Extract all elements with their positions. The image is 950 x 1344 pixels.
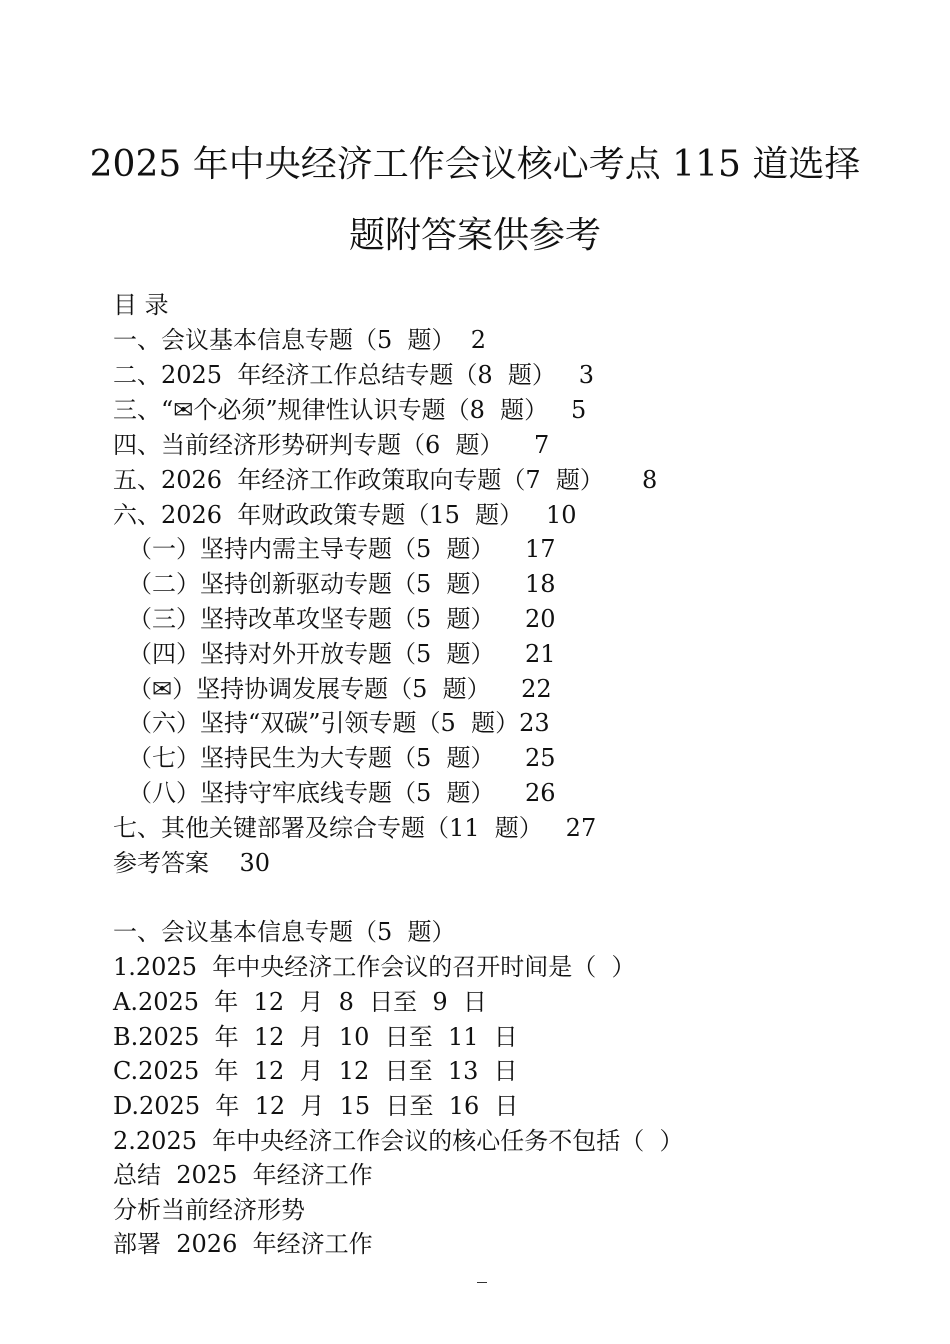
toc-entry[interactable]: 四、当前经济形势研判专题（6 题） 7 xyxy=(113,431,550,459)
question-text: 1.2025 年中央经济工作会议的召开时间是（ ） xyxy=(113,953,636,981)
answer-option: 部署 2026 年经济工作 xyxy=(113,1230,373,1258)
toc-heading: 目 录 xyxy=(113,291,169,319)
answer-option: D.2025 年 12 月 15 日至 16 日 xyxy=(113,1092,519,1120)
toc-subentry[interactable]: （二）坚持创新驱动专题（5 题） 18 xyxy=(128,570,556,598)
toc-subentry[interactable]: （三）坚持改革攻坚专题（5 题） 20 xyxy=(128,605,556,633)
page-footer-mark xyxy=(477,1282,487,1283)
toc-entry[interactable]: 三、“✉个必须”规律性认识专题（8 题） 5 xyxy=(113,396,587,424)
answer-option: 总结 2025 年经济工作 xyxy=(113,1161,373,1189)
toc-subentry[interactable]: （一）坚持内需主导专题（5 题） 17 xyxy=(128,535,556,563)
document-title-line-2: 题附答案供参考 xyxy=(348,215,601,256)
toc-subentry[interactable]: （四）坚持对外开放专题（5 题） 21 xyxy=(128,640,556,668)
section-heading: 一、会议基本信息专题（5 题） xyxy=(113,918,456,946)
toc-subentry[interactable]: （✉）坚持协调发展专题（5 题） 22 xyxy=(128,675,552,703)
answer-option: B.2025 年 12 月 10 日至 11 日 xyxy=(113,1023,518,1051)
toc-entry[interactable]: 参考答案 30 xyxy=(113,849,271,877)
question-text: 2.2025 年中央经济工作会议的核心任务不包括（ ） xyxy=(113,1127,684,1155)
toc-entry[interactable]: 六、2026 年财政政策专题（15 题） 10 xyxy=(113,501,577,529)
document-title-line-1: 2025 年中央经济工作会议核心考点 115 道选择 xyxy=(89,144,861,185)
toc-entry[interactable]: 一、会议基本信息专题（5 题） 2 xyxy=(113,326,487,354)
toc-subentry[interactable]: （六）坚持“双碳”引领专题（5 题）23 xyxy=(128,709,550,737)
toc-entry[interactable]: 五、2026 年经济工作政策取向专题（7 题） 8 xyxy=(113,466,658,494)
toc-entry[interactable]: 二、2025 年经济工作总结专题（8 题） 3 xyxy=(113,361,595,389)
toc-subentry[interactable]: （七）坚持民生为大专题（5 题） 25 xyxy=(128,744,556,772)
answer-option: C.2025 年 12 月 12 日至 13 日 xyxy=(113,1057,518,1085)
answer-option: A.2025 年 12 月 8 日至 9 日 xyxy=(113,988,487,1016)
toc-subentry[interactable]: （八）坚持守牢底线专题（5 题） 26 xyxy=(128,779,556,807)
toc-entry[interactable]: 七、其他关键部署及综合专题（11 题） 27 xyxy=(113,814,597,842)
answer-option: 分析当前经济形势 xyxy=(113,1196,305,1224)
